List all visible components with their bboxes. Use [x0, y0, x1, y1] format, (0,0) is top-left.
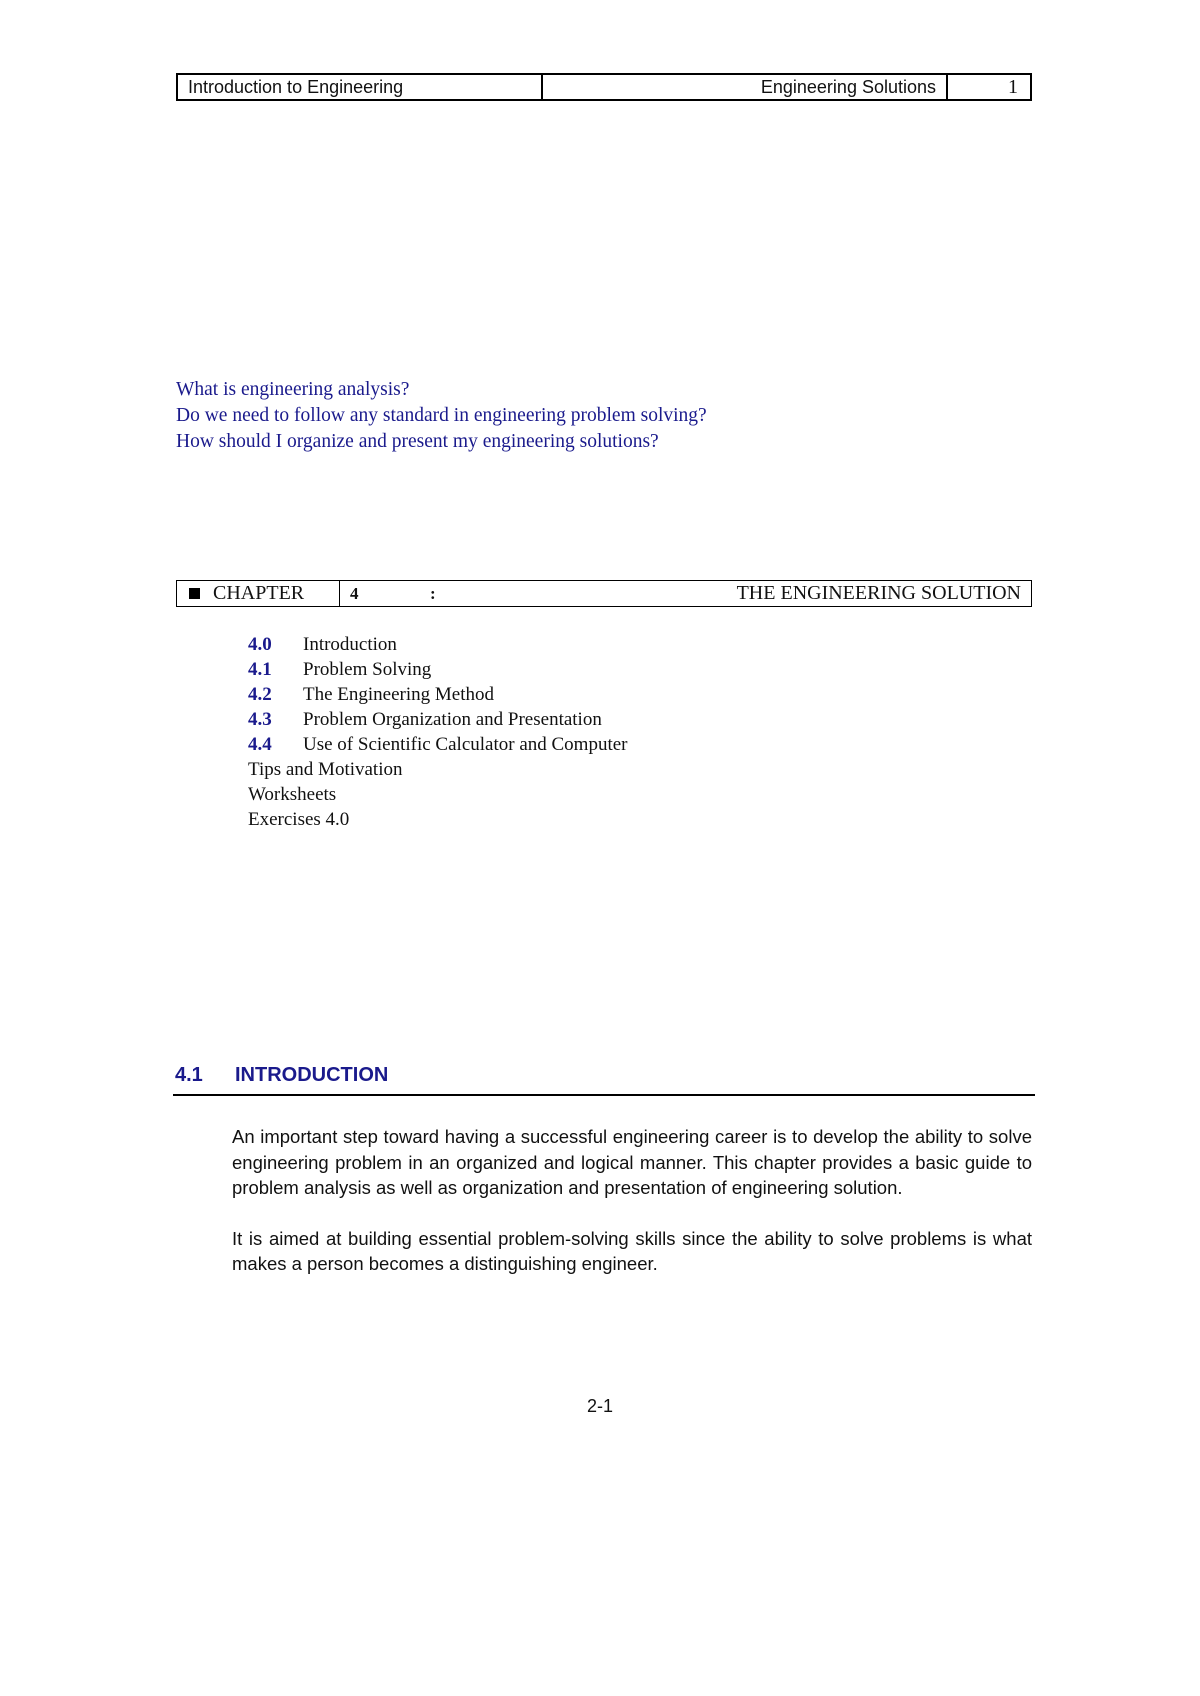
header-course: Introduction to Engineering [178, 75, 543, 99]
header-page-marker: 1 [1008, 75, 1018, 98]
question: What is engineering analysis? [176, 379, 410, 400]
toc-item [248, 707, 628, 732]
question: How should I organize and present my engineering solutions? [176, 431, 659, 452]
section-body [232, 1124, 1032, 1302]
chapter-number: 4 [350, 583, 359, 603]
guiding-questions [176, 377, 707, 455]
toc-item-number: 4.4 [248, 734, 272, 755]
square-bullet-icon [189, 588, 200, 599]
chapter-title: THE ENGINEERING SOLUTION [736, 582, 1021, 604]
toc-item-title: Problem Organization and Presentation [303, 709, 602, 730]
running-header [176, 73, 1032, 101]
chapter-separator: : [430, 583, 436, 603]
toc-item-number: 4.1 [248, 659, 272, 680]
header-topic: Engineering Solutions [543, 75, 948, 99]
toc-item-title: The Engineering Method [303, 684, 495, 705]
toc-item [248, 732, 628, 757]
section-title: INTRODUCTION [235, 1064, 389, 1086]
toc-extra-worksheets: Worksheets [248, 784, 337, 805]
toc-item-number: 4.2 [248, 684, 272, 705]
chapter-label-cell [177, 581, 340, 606]
toc-extra-exercises: Exercises 4.0 [248, 809, 350, 830]
toc-item-title: Problem Solving [303, 659, 432, 680]
chapter-title-bar [176, 580, 1032, 607]
section-heading [173, 1064, 1035, 1096]
toc-item [248, 682, 628, 707]
chapter-contents [248, 632, 628, 832]
chapter-label: CHAPTER [213, 582, 305, 604]
toc-item-number: 4.0 [248, 634, 272, 655]
section-number: 4.1 [175, 1064, 203, 1086]
page-number: 2-1 [586, 1396, 613, 1416]
question: Do we need to follow any standard in engineering problem solving? [176, 405, 707, 426]
paragraph: An important step toward having a successful engineering career is to develop the ability to solve engineering problem in an organized and logical manner. This chapter provides a basic guide to problem analysis as well as organization and presentation of engineering solution. [232, 1126, 1032, 1198]
toc-extra-tips: Tips and Motivation [248, 759, 403, 780]
toc-item [248, 632, 628, 657]
toc-item [248, 657, 628, 682]
toc-item-title: Introduction [303, 634, 397, 655]
toc-item-title: Use of Scientific Calculator and Computer [303, 734, 628, 755]
paragraph: It is aimed at building essential problem-solving skills since the ability to solve problems is what makes a person becomes a distinguishing engineer. [232, 1227, 1032, 1274]
toc-item-number: 4.3 [248, 709, 272, 730]
